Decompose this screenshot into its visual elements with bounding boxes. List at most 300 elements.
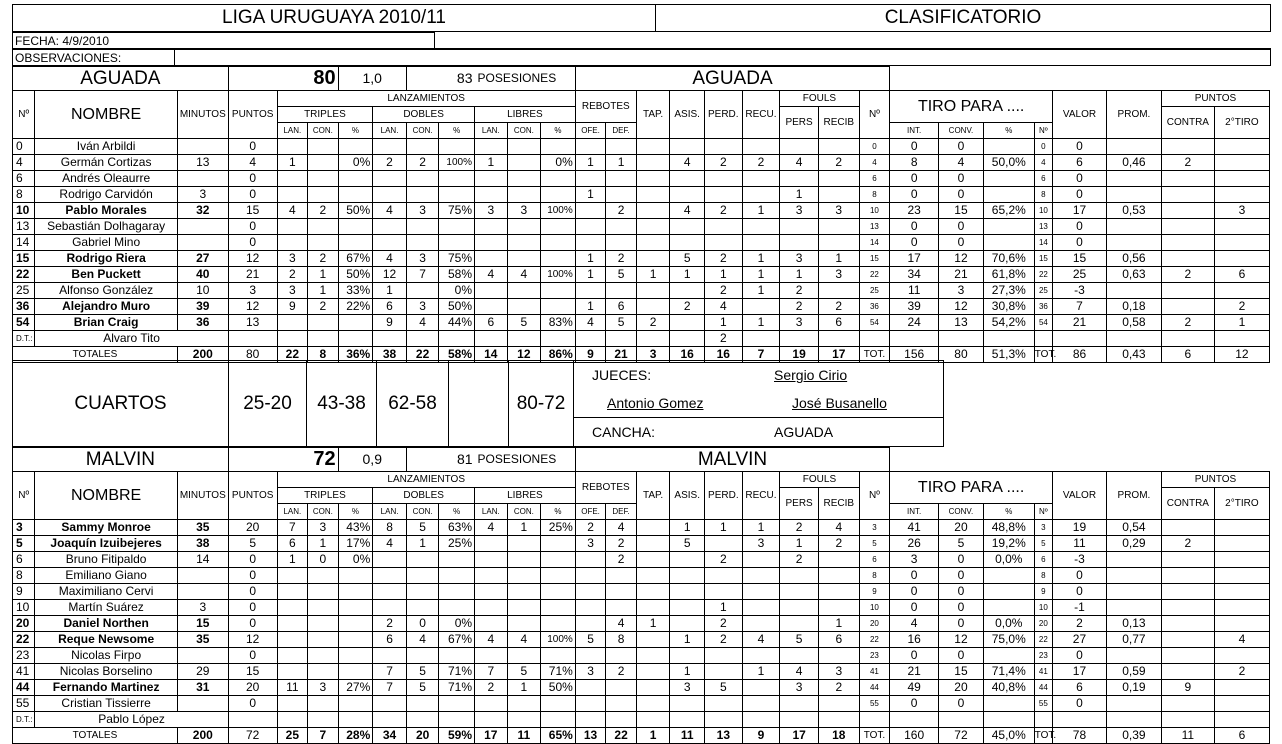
fouls-pers: 4 xyxy=(780,664,819,680)
col-lanzamientos: LANZAMIENTOS xyxy=(277,91,575,107)
triples-con: 3 xyxy=(308,680,339,696)
total-rebotes-def: 22 xyxy=(606,728,637,744)
tiro-pct xyxy=(983,235,1034,251)
asistencias xyxy=(670,219,705,235)
tot-label: TOT. xyxy=(859,728,890,744)
player-number-3: 44 xyxy=(1034,680,1052,696)
player-points: 15 xyxy=(228,203,277,219)
fouls-pers xyxy=(780,235,819,251)
venue: AGUADA xyxy=(774,424,834,440)
tiro-pct xyxy=(983,139,1034,155)
total-libres-lan: 17 xyxy=(475,728,508,744)
player-number: 25 xyxy=(13,283,35,299)
coach-perd: 2 xyxy=(704,331,742,347)
player-number-3: 25 xyxy=(1034,283,1052,299)
player-points: 0 xyxy=(228,552,277,568)
total-dobles-lan: 34 xyxy=(373,728,407,744)
libres-con: 4 xyxy=(507,632,541,648)
perdidas: 1 xyxy=(705,600,743,616)
fouls-recib: 4 xyxy=(818,520,859,536)
col-fouls: FOULS xyxy=(780,472,859,488)
col-recib: RECIB xyxy=(818,107,859,139)
player-points: 12 xyxy=(228,632,277,648)
perdidas xyxy=(705,536,743,552)
rebotes-ofe xyxy=(575,283,606,299)
player-name: Rodrigo Riera xyxy=(35,251,177,267)
fouls-recib xyxy=(818,568,859,584)
promedio: 0,63 xyxy=(1106,267,1161,283)
libres-con xyxy=(507,648,541,664)
perdidas: 2 xyxy=(705,616,743,632)
perdidas xyxy=(705,696,743,712)
dobles-con xyxy=(406,600,439,616)
promedio xyxy=(1106,584,1161,600)
dobles-pct xyxy=(439,187,475,203)
posesiones-count: 81 xyxy=(406,448,474,472)
fouls-pers: 3 xyxy=(780,315,819,331)
col-no-2: Nº xyxy=(859,91,890,139)
col-perd: PERD. xyxy=(705,472,743,520)
tiro-int: 0 xyxy=(890,568,939,584)
triples-lan xyxy=(277,600,308,616)
col-ofe: OFE. xyxy=(575,123,606,139)
tiro-conv: 3 xyxy=(939,283,984,299)
fouls-recib xyxy=(818,600,859,616)
col-sub-con: CON. xyxy=(406,504,439,520)
libres-lan xyxy=(475,235,508,251)
fouls-recib: 2 xyxy=(818,536,859,552)
tiro-int: 34 xyxy=(890,267,939,283)
player-number: 22 xyxy=(13,632,35,648)
player-minutes: 29 xyxy=(177,664,228,680)
tiro-conv: 20 xyxy=(939,680,984,696)
coach-label: D.T.: xyxy=(13,331,35,347)
fouls-recib xyxy=(818,219,859,235)
puntos-contra: 2 xyxy=(1161,536,1214,552)
libres-con xyxy=(507,600,541,616)
recuperos xyxy=(742,568,780,584)
tiro-conv: 5 xyxy=(939,536,984,552)
away-stats-table xyxy=(12,447,1270,744)
col-sub-lan: LAN. xyxy=(475,123,508,139)
dobles-con: 4 xyxy=(406,315,439,331)
dobles-pct: 71% xyxy=(439,680,475,696)
player-minutes: 35 xyxy=(177,520,228,536)
fouls-pers: 1 xyxy=(780,267,819,283)
player-number-3: 0 xyxy=(1034,139,1052,155)
col-pct: % xyxy=(983,123,1034,139)
valor: 19 xyxy=(1053,520,1107,536)
coach-perd xyxy=(705,712,743,728)
triples-con: 1 xyxy=(308,283,339,299)
col-no-2: Nº xyxy=(859,472,890,520)
triples-con: 2 xyxy=(308,251,339,267)
total-triples-lan: 22 xyxy=(277,347,308,363)
player-number-3: 22 xyxy=(1034,267,1052,283)
player-points: 0 xyxy=(228,600,277,616)
libres-pct xyxy=(541,600,576,616)
recuperos: 1 xyxy=(742,315,780,331)
dobles-pct: 25% xyxy=(439,536,475,552)
perdidas xyxy=(704,235,742,251)
perdidas: 2 xyxy=(704,251,742,267)
perdidas xyxy=(705,584,743,600)
tiro-int: 4 xyxy=(890,616,939,632)
player-minutes: 27 xyxy=(177,251,228,267)
team-score: 72 xyxy=(228,448,338,472)
dobles-con: 3 xyxy=(406,251,439,267)
player-minutes: 32 xyxy=(177,203,228,219)
libres-lan xyxy=(475,648,508,664)
triples-lan: 2 xyxy=(277,267,308,283)
dobles-con: 5 xyxy=(406,680,439,696)
recuperos: 1 xyxy=(742,267,780,283)
tiro-pct xyxy=(983,219,1034,235)
puntos-contra xyxy=(1161,187,1214,203)
rebotes-def: 5 xyxy=(606,267,637,283)
libres-lan: 3 xyxy=(475,203,508,219)
player-points: 0 xyxy=(228,568,277,584)
dobles-con: 2 xyxy=(406,155,439,171)
triples-con xyxy=(308,155,339,171)
perdidas: 1 xyxy=(704,315,742,331)
asistencias: 4 xyxy=(670,203,705,219)
libres-lan xyxy=(475,568,508,584)
tiro-int: 26 xyxy=(890,536,939,552)
promedio xyxy=(1106,171,1161,187)
tiro-int: 16 xyxy=(890,632,939,648)
promedio xyxy=(1106,568,1161,584)
player-number-2: 55 xyxy=(859,696,890,712)
player-name: Nicolas Firpo xyxy=(35,648,177,664)
player-points: 20 xyxy=(228,680,277,696)
libres-pct xyxy=(541,235,576,251)
tot-label-2: TOT. xyxy=(1034,728,1052,744)
tiro-conv: 13 xyxy=(939,315,984,331)
dobles-lan: 6 xyxy=(373,632,407,648)
dobles-lan: 4 xyxy=(373,251,407,267)
player-number-2: 9 xyxy=(859,584,890,600)
libres-lan xyxy=(475,552,508,568)
tiro-conv: 0 xyxy=(939,235,984,251)
player-name: Ben Puckett xyxy=(35,267,177,283)
player-name: Andrés Oleaurre xyxy=(35,171,177,187)
rebotes-def xyxy=(606,584,637,600)
triples-lan: 3 xyxy=(277,251,308,267)
libres-lan xyxy=(475,283,508,299)
player-points: 0 xyxy=(228,219,277,235)
player-number-2: 23 xyxy=(859,648,890,664)
player-row xyxy=(13,171,1270,187)
dobles-con xyxy=(406,552,439,568)
libres-lan: 4 xyxy=(475,520,508,536)
dobles-pct xyxy=(439,600,475,616)
libres-pct: 100% xyxy=(541,203,576,219)
player-minutes xyxy=(177,139,228,155)
triples-pct: 0% xyxy=(338,552,373,568)
total-libres-lan: 14 xyxy=(475,347,508,363)
promedio: 0,58 xyxy=(1106,315,1161,331)
triples-lan: 3 xyxy=(277,283,308,299)
dobles-lan xyxy=(373,568,407,584)
fouls-recib xyxy=(818,696,859,712)
tiro-pct xyxy=(983,568,1034,584)
valor: 0 xyxy=(1053,219,1107,235)
fouls-recib: 1 xyxy=(818,251,859,267)
dobles-con xyxy=(406,235,439,251)
player-number-3: 8 xyxy=(1034,568,1052,584)
triples-pct: 22% xyxy=(338,299,373,315)
totals-label: TOTALES xyxy=(13,728,178,744)
dobles-con xyxy=(406,648,439,664)
ratio: 1,0 xyxy=(338,67,406,91)
libres-con xyxy=(507,155,541,171)
puntos-contra xyxy=(1161,251,1214,267)
player-points: 21 xyxy=(228,267,277,283)
tiro-int: 21 xyxy=(890,664,939,680)
rebotes-def xyxy=(606,187,637,203)
triples-lan: 4 xyxy=(277,203,308,219)
col-sub-con: CON. xyxy=(507,123,541,139)
triples-lan xyxy=(277,696,308,712)
total-contra: 6 xyxy=(1161,347,1214,363)
dobles-lan: 9 xyxy=(373,315,407,331)
tiro-int: 0 xyxy=(890,600,939,616)
asistencias xyxy=(670,616,705,632)
tiro-conv: 0 xyxy=(939,187,984,203)
recuperos xyxy=(742,696,780,712)
player-number-3: 9 xyxy=(1034,584,1052,600)
valor: -3 xyxy=(1053,283,1107,299)
total-asistencias: 11 xyxy=(670,728,705,744)
player-name: Sebastián Dolhagaray xyxy=(35,219,177,235)
player-row xyxy=(13,187,1270,203)
col-sub-con: CON. xyxy=(308,504,339,520)
libres-lan xyxy=(475,584,508,600)
tiro-pct xyxy=(983,648,1034,664)
asistencias: 5 xyxy=(670,251,705,267)
fouls-pers: 2 xyxy=(780,520,819,536)
player-name: Martín Suárez xyxy=(35,600,177,616)
promedio: 0,53 xyxy=(1106,203,1161,219)
libres-con: 5 xyxy=(507,315,541,331)
valor: 0 xyxy=(1053,584,1107,600)
rebotes-ofe xyxy=(575,139,606,155)
col-minutos: MINUTOS xyxy=(177,472,228,520)
total-fouls-pers: 17 xyxy=(780,728,819,744)
libres-con xyxy=(507,696,541,712)
tapones xyxy=(636,520,670,536)
libres-con xyxy=(507,219,541,235)
tapones xyxy=(636,648,670,664)
rebotes-def: 2 xyxy=(606,536,637,552)
player-number: 15 xyxy=(13,251,35,267)
recuperos xyxy=(742,187,780,203)
asistencias: 3 xyxy=(670,680,705,696)
col-sub-pct: % xyxy=(338,504,373,520)
segundo-tiro xyxy=(1214,600,1269,616)
triples-pct xyxy=(338,664,373,680)
player-number: 4 xyxy=(13,155,35,171)
player-points: 20 xyxy=(228,520,277,536)
rebotes-def xyxy=(606,171,637,187)
libres-con: 1 xyxy=(507,680,541,696)
col-sub-pct: % xyxy=(439,504,475,520)
ratio: 0,9 xyxy=(338,448,406,472)
player-number-2: 0 xyxy=(859,139,890,155)
player-name: Iván Arbildi xyxy=(35,139,177,155)
total-rebotes-ofe: 9 xyxy=(575,347,606,363)
player-number-3: 23 xyxy=(1034,648,1052,664)
libres-lan xyxy=(475,616,508,632)
puntos-contra xyxy=(1161,299,1214,315)
player-minutes xyxy=(177,648,228,664)
player-row xyxy=(13,648,1270,664)
asistencias xyxy=(670,235,705,251)
total-points: 72 xyxy=(228,728,277,744)
segundo-tiro xyxy=(1214,283,1269,299)
perdidas xyxy=(704,219,742,235)
libres-pct xyxy=(541,584,576,600)
fouls-recib xyxy=(818,187,859,203)
col-tiro-para: TIRO PARA .... xyxy=(890,472,1053,504)
libres-lan xyxy=(475,219,508,235)
rebotes-ofe xyxy=(575,552,606,568)
dobles-pct xyxy=(439,139,475,155)
player-number-2: 4 xyxy=(859,155,890,171)
total-prom: 0,39 xyxy=(1106,728,1161,744)
asistencias xyxy=(670,187,705,203)
dobles-con: 3 xyxy=(406,299,439,315)
libres-pct: 71% xyxy=(541,664,576,680)
libres-con xyxy=(507,171,541,187)
total-rebotes-ofe: 13 xyxy=(575,728,606,744)
triples-pct: 67% xyxy=(338,251,373,267)
player-number: 10 xyxy=(13,600,35,616)
total-fouls-recib: 17 xyxy=(818,347,859,363)
player-row xyxy=(13,283,1270,299)
perdidas: 1 xyxy=(705,520,743,536)
col-rebotes: REBOTES xyxy=(575,91,636,123)
perdidas xyxy=(705,648,743,664)
triples-con xyxy=(308,664,339,680)
perdidas: 2 xyxy=(704,155,742,171)
tapones: 1 xyxy=(636,616,670,632)
tiro-conv: 0 xyxy=(939,219,984,235)
tiro-pct: 48,8% xyxy=(983,520,1034,536)
col-rebotes: REBOTES xyxy=(575,472,636,504)
rebotes-ofe: 1 xyxy=(575,267,606,283)
col-sub-pct: % xyxy=(338,123,373,139)
fouls-pers: 1 xyxy=(780,536,819,552)
triples-pct: 27% xyxy=(338,680,373,696)
segundo-tiro xyxy=(1214,584,1269,600)
tapones xyxy=(636,664,670,680)
libres-con: 3 xyxy=(507,203,541,219)
perdidas xyxy=(704,139,742,155)
total-conv: 80 xyxy=(939,347,984,363)
tiro-int: 49 xyxy=(890,680,939,696)
asistencias xyxy=(670,139,705,155)
triples-lan xyxy=(277,616,308,632)
player-points: 0 xyxy=(228,584,277,600)
tiro-pct xyxy=(983,600,1034,616)
quarter-3-score: 62-58 xyxy=(377,361,449,447)
player-row xyxy=(13,584,1270,600)
dobles-lan: 4 xyxy=(373,536,407,552)
col-lanzamientos: LANZAMIENTOS xyxy=(277,472,575,488)
tiro-pct: 40,8% xyxy=(983,680,1034,696)
recuperos: 4 xyxy=(742,632,780,648)
recuperos xyxy=(742,299,780,315)
puntos-contra xyxy=(1161,171,1214,187)
tiro-pct: 61,8% xyxy=(983,267,1034,283)
col-no: Nº xyxy=(13,91,35,139)
dobles-lan: 1 xyxy=(373,283,407,299)
col-pct: % xyxy=(983,504,1034,520)
judges-label: JUECES: xyxy=(592,367,652,383)
dobles-lan xyxy=(373,235,407,251)
puntos-contra: 2 xyxy=(1161,155,1214,171)
valor: 0 xyxy=(1053,568,1107,584)
col-recib: RECIB xyxy=(818,488,859,520)
total-int: 160 xyxy=(890,728,939,744)
triples-con: 2 xyxy=(308,299,339,315)
total-segundo-tiro: 6 xyxy=(1214,728,1269,744)
segundo-tiro: 6 xyxy=(1214,267,1269,283)
player-number-2: 13 xyxy=(859,219,890,235)
promedio xyxy=(1106,696,1161,712)
segundo-tiro: 1 xyxy=(1214,315,1269,331)
dobles-pct: 44% xyxy=(439,315,475,331)
triples-con xyxy=(308,584,339,600)
triples-lan xyxy=(277,315,308,331)
tiro-conv: 0 xyxy=(939,552,984,568)
player-row xyxy=(13,600,1270,616)
fouls-recib xyxy=(818,648,859,664)
recuperos xyxy=(742,219,780,235)
rebotes-ofe xyxy=(575,616,606,632)
triples-pct: 43% xyxy=(338,520,373,536)
triples-pct: 50% xyxy=(338,267,373,283)
promedio xyxy=(1106,600,1161,616)
rebotes-ofe xyxy=(575,171,606,187)
player-number-3: 15 xyxy=(1034,251,1052,267)
valor: 0 xyxy=(1053,696,1107,712)
promedio xyxy=(1106,648,1161,664)
player-points: 15 xyxy=(228,664,277,680)
player-number-2: 10 xyxy=(859,203,890,219)
valor: 17 xyxy=(1053,203,1107,219)
player-minutes xyxy=(177,235,228,251)
player-number-2: 5 xyxy=(859,536,890,552)
col-sub-pct: % xyxy=(439,123,475,139)
tiro-pct xyxy=(983,187,1034,203)
triples-con xyxy=(308,568,339,584)
dobles-pct: 0% xyxy=(439,283,475,299)
col-no-3: Nº xyxy=(1034,123,1052,139)
puntos-contra xyxy=(1161,568,1214,584)
player-number-3: 55 xyxy=(1034,696,1052,712)
player-points: 0 xyxy=(228,235,277,251)
rebotes-def xyxy=(606,139,637,155)
tiro-conv: 12 xyxy=(939,632,984,648)
player-points: 13 xyxy=(228,315,277,331)
promedio: 0,54 xyxy=(1106,520,1161,536)
fouls-recib: 3 xyxy=(818,267,859,283)
segundo-tiro xyxy=(1214,696,1269,712)
triples-con xyxy=(308,219,339,235)
